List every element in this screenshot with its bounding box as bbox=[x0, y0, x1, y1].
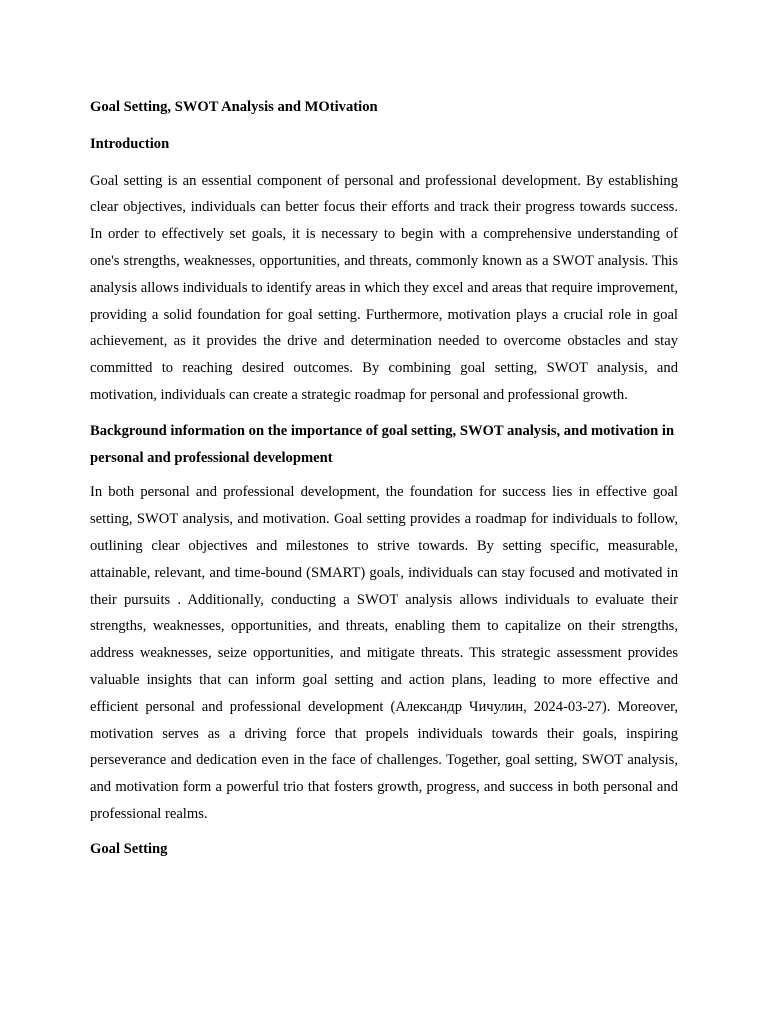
section-heading-introduction: Introduction bbox=[90, 135, 170, 152]
paragraph-background: In both personal and professional development, the foundation for success lies in effective goal setting, SWOT analysis, and motivation. Goal setting provides a roadmap for individuals to follow, outlining clear objectives and milestones to strive towards. By setting specific, measurable, attainable, relevant, and time-bound (SMART) goals, individuals can stay focused and motivated in their pursuits . Additionally, conducting a SWOT analysis allows individuals to evaluate their strengths, weaknesses, opportunities, and threats, enabling them to capitalize on their strengths, address weaknesses, seize opportunities, and mitigate threats. This strategic assessment provides valuable insights that can inform goal setting and action plans, leading to more effective and efficient personal and professional development (Александр Чичулин, 2024-03-27). Moreover, motivation serves as a driving force that propels individuals towards their goals, inspiring perseverance and dedication even in the face of challenges. Together, goal setting, SWOT analysis, and motivation form a powerful trio that fosters growth, progress, and success in both personal and professional realms. bbox=[90, 484, 678, 822]
paragraph-introduction: Goal setting is an essential component of personal and professional development. By establishing clear objectives, individuals can better focus their efforts and track their progress towards success. In order to effectively set goals, it is necessary to begin with a comprehensive understanding of one's strengths, weaknesses, opportunities, and threats, commonly known as a SWOT analysis. This analysis allows individuals to identify areas in which they excel and areas that require improvement, providing a solid foundation for goal setting. Furthermore, motivation plays a crucial role in goal achievement, as it provides the drive and determination needed to overcome obstacles and stay committed to reaching desired outcomes. By combining goal setting, SWOT analysis, and motivation, individuals can create a strategic roadmap for personal and professional growth. bbox=[90, 172, 678, 403]
document-title: Goal Setting, SWOT Analysis and MOtivation bbox=[90, 99, 378, 115]
section-heading-background: Background information on the importance of goal setting, SWOT analysis, and motivation in personal and professional development bbox=[90, 422, 675, 466]
section-heading-goal-setting: Goal Setting bbox=[90, 840, 168, 857]
